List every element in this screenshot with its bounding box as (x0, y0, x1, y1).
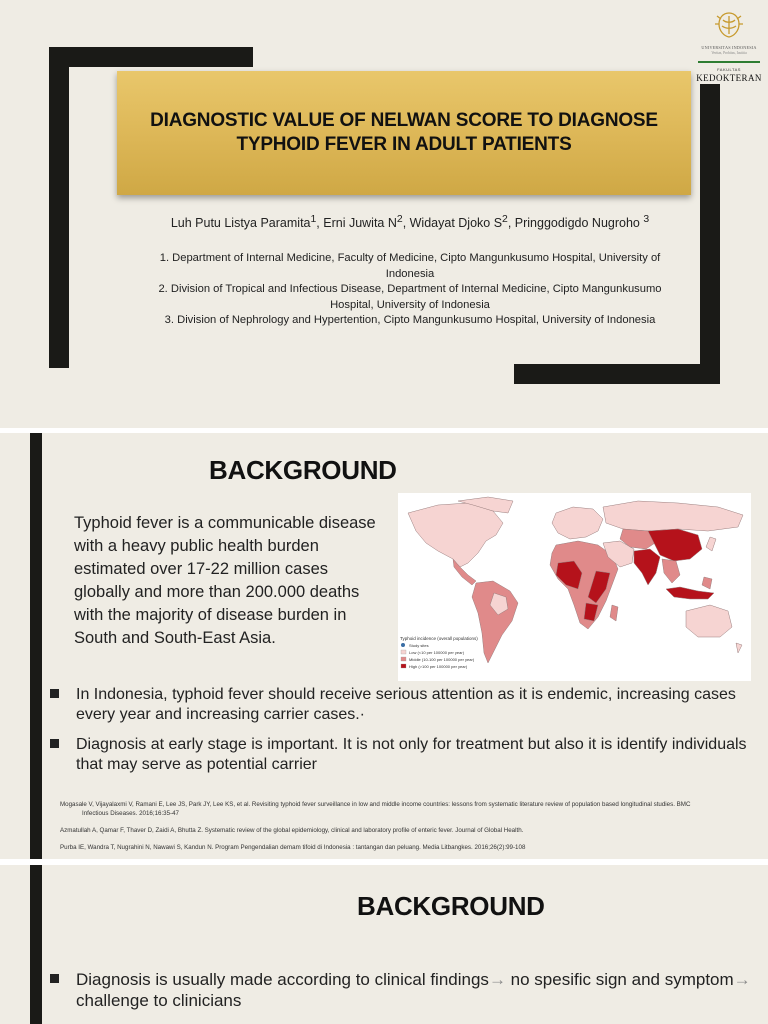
arrow-right-icon: → (733, 970, 751, 989)
presentation-title: DIAGNOSTIC VALUE OF NELWAN SCORE TO DIAGNOSE TYPHOID FEVER IN ADULT PATIENTS (150, 110, 658, 155)
title-slide (0, 0, 768, 428)
world-map-icon (398, 493, 751, 681)
university-logo: UNIVERSITAS INDONESIA Veritas, Probitas, Iustitia FAKULTAS KEDOKTERAN (696, 10, 762, 83)
svg-text:Low (<10 per 100000 per year): Low (<10 per 100000 per year) (409, 650, 465, 655)
intro-paragraph: Typhoid fever is a communicable disease with a heavy public health burden estimated over 17-22 million cases globally and more than 200.000 deaths with the majority of disease burden in South and South-East Asia. (74, 514, 376, 647)
bullet-list (46, 969, 756, 1011)
affiliation-2: 2. Division of Tropical and Infectious Disease, Department of Internal Medicine, Cipto Mangunkusumo Hospital, University of Indonesia (158, 283, 662, 311)
bullet-item: In Indonesia, typhoid fever should receive serious attention as it is endemic, increasing cases every year and increasing carrier cases.· (46, 685, 756, 725)
left-accent-bar (30, 865, 42, 1024)
affiliation-list (150, 251, 670, 329)
slide-heading: BACKGROUND (209, 455, 397, 485)
reference-list (60, 800, 760, 859)
arrow-right-icon: → (488, 970, 506, 989)
background-slide-2 (0, 865, 768, 1024)
affiliation-1: 1. Department of Internal Medicine, Faculty of Medicine, Cipto Mangunkusumo Hospital, University of Indonesia (159, 252, 661, 280)
typhoid-incidence-map (398, 493, 751, 681)
bullet-list (46, 685, 756, 785)
author-list: Luh Putu Listya Paramita$^1$, Erni Juwita $N^2$, Widayat Djoko $S^2$, Pringgodigdo Nugroho $^3$ (170, 214, 650, 231)
background-slide-1 (0, 433, 768, 859)
left-accent-bar (30, 433, 42, 859)
square-bullet-icon (50, 739, 59, 748)
svg-text:Typhoid incidence (overall pop: Typhoid incidence (overall populations) (400, 636, 478, 641)
reference-item: Azmatullah A, Qamar F, Thaver D, Zaidi A, Bhutta Z. Systematic review of the global epidemiology, clinical and laboratory profile of enteric fever. Journal of Global Health. (60, 827, 524, 834)
bullet-item: Diagnosis is usually made according to clinical findings→ no spesific sign and symptom→ challenge to clinicians (46, 969, 756, 1011)
title-banner (117, 71, 691, 195)
affiliation-3: 3. Division of Nephrology and Hypertention, Cipto Mangunkusumo Hospital, University of Indonesia (164, 314, 656, 326)
svg-text:High (>100 per 100000 per year: High (>100 per 100000 per year) (409, 664, 468, 669)
square-bullet-icon (50, 689, 59, 698)
reference-item: Purba IE, Wandra T, Nugrahini N, Nawawi S, Kandun N. Program Pengendalian demam tifoid di Indonesia : tantangan dan peluang. Media Litbangkes. 2016;26(2):99-108 (60, 844, 526, 851)
makara-emblem-icon (713, 10, 745, 40)
svg-text:Middle (10-100 per 100000 per: Middle (10-100 per 100000 per year) (409, 657, 475, 662)
bullet-item: Diagnosis at early stage is important. It is not only for treatment but also it is identify individuals that may serve as potential carrier (46, 735, 756, 775)
svg-text:Study sites: Study sites (409, 643, 429, 648)
slide-heading: BACKGROUND (357, 891, 545, 921)
map-legend (400, 636, 478, 669)
square-bullet-icon (50, 974, 59, 983)
reference-item: Mogasale V, Vijayalaxmi V, Ramani E, Lee JS, Park JY, Lee KS, et al. Revisiting typhoid fever surveillance in low and middle income countries: lessons from systematic literature review of population based longitudinal studies. BMC Infectious Diseases. 2016;16:35-47 (60, 801, 691, 817)
